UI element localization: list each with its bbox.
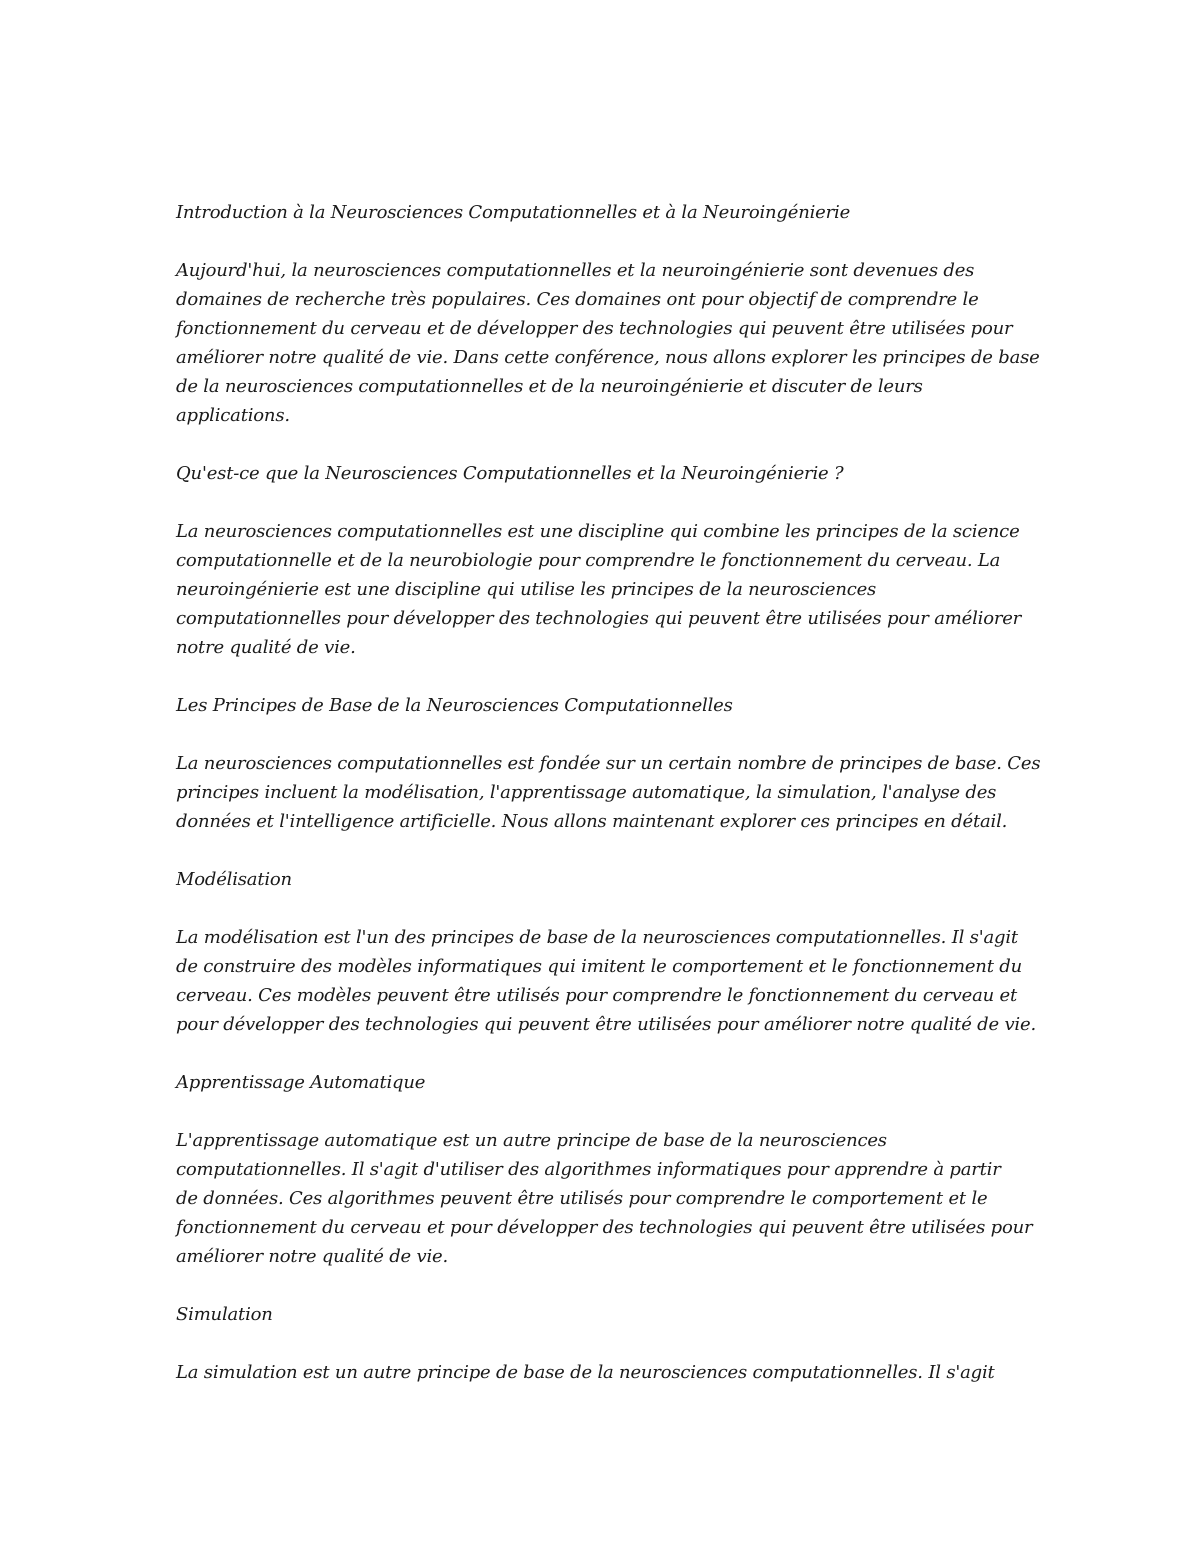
- body-paragraph: [176, 1126, 1036, 1271]
- paragraph-line: de données. Ces algorithmes peuvent être utilisés pour comprendre le comportement et le: [176, 1188, 988, 1209]
- paragraph-line: applications.: [176, 405, 290, 426]
- section-heading: [176, 198, 1036, 227]
- paragraph-line: Aujourd'hui, la neurosciences computationnelles et la neuroingénierie sont devenues des: [176, 260, 975, 281]
- paragraph-line: principes incluent la modélisation, l'apprentissage automatique, la simulation, l'analyse des: [176, 782, 997, 803]
- paragraph-line: domaines de recherche très populaires. Ces domaines ont pour objectif de comprendre le: [176, 289, 979, 310]
- paragraph-line: améliorer notre qualité de vie.: [176, 1246, 448, 1267]
- paragraph-line: La neurosciences computationnelles est une discipline qui combine les principes de la science: [176, 521, 1020, 542]
- paragraph-line: de construire des modèles informatiques qui imitent le comportement et le fonctionnement du: [176, 956, 1022, 977]
- section-heading: [176, 459, 1036, 488]
- paragraph-line: améliorer notre qualité de vie. Dans cette conférence, nous allons explorer les principes de base: [176, 347, 1040, 368]
- paragraph-line: computationnelle et de la neurobiologie pour comprendre le fonctionnement du cerveau. La: [176, 550, 1001, 571]
- paragraph-spacer: [176, 894, 1036, 923]
- paragraph-line: neuroingénierie est une discipline qui utilise les principes de la neurosciences: [176, 579, 877, 600]
- body-paragraph: [176, 749, 1041, 836]
- section-heading: [176, 1068, 1036, 1097]
- section-heading: [176, 865, 1036, 894]
- paragraph-line: pour développer des technologies qui peuvent être utilisées pour améliorer notre qualité de vie.: [176, 1014, 1036, 1035]
- body-paragraph: [176, 1358, 1036, 1387]
- paragraph-line: computationnelles. Il s'agit d'utiliser des algorithmes informatiques pour apprendre à partir: [176, 1159, 1001, 1180]
- body-paragraph: [176, 256, 1040, 430]
- heading-text: Les Principes de Base de la Neurosciences Computationnelles: [176, 695, 733, 716]
- section-heading: [176, 1300, 1036, 1329]
- paragraph-line: notre qualité de vie.: [176, 637, 356, 658]
- paragraph-spacer: [176, 1097, 1036, 1126]
- paragraph-line: computationnelles pour développer des technologies qui peuvent être utilisées pour améliorer: [176, 608, 1022, 629]
- body-paragraph: [176, 923, 1036, 1039]
- paragraph-line: fonctionnement du cerveau et de développer des technologies qui peuvent être utilisées pour: [176, 318, 1013, 339]
- paragraph-spacer: [176, 1271, 1036, 1300]
- paragraph-line: La simulation est un autre principe de base de la neurosciences computationnelles. Il s'agit: [176, 1362, 995, 1383]
- paragraph-spacer: [176, 1329, 1036, 1358]
- heading-text: Apprentissage Automatique: [176, 1072, 426, 1093]
- paragraph-line: de la neurosciences computationnelles et de la neuroingénierie et discuter de leurs: [176, 376, 923, 397]
- section-heading: [176, 691, 1036, 720]
- paragraph-spacer: [176, 662, 1036, 691]
- paragraph-line: La neurosciences computationnelles est fondée sur un certain nombre de principes de base. Ces: [176, 753, 1041, 774]
- paragraph-line: La modélisation est l'un des principes de base de la neurosciences computationnelles. Il s'agit: [176, 927, 1018, 948]
- paragraph-spacer: [176, 836, 1036, 865]
- paragraph-spacer: [176, 430, 1036, 459]
- paragraph-line: cerveau. Ces modèles peuvent être utilisés pour comprendre le fonctionnement du cerveau et: [176, 985, 1018, 1006]
- paragraph-spacer: [176, 720, 1036, 749]
- body-paragraph: [176, 517, 1036, 662]
- heading-text: Modélisation: [176, 869, 292, 890]
- paragraph-line: L'apprentissage automatique est un autre principe de base de la neurosciences: [176, 1130, 887, 1151]
- heading-text: Qu'est-ce que la Neurosciences Computationnelles et la Neuroingénierie ?: [176, 463, 844, 484]
- heading-text: Introduction à la Neurosciences Computationnelles et à la Neuroingénierie: [176, 202, 851, 223]
- paragraph-spacer: [176, 227, 1036, 256]
- document-body: [176, 198, 1041, 1387]
- paragraph-line: fonctionnement du cerveau et pour développer des technologies qui peuvent être utilisées pour: [176, 1217, 1033, 1238]
- paragraph-line: données et l'intelligence artificielle. Nous allons maintenant explorer ces principes en détail.: [176, 811, 1008, 832]
- heading-text: Simulation: [176, 1304, 273, 1325]
- paragraph-spacer: [176, 488, 1036, 517]
- paragraph-spacer: [176, 1039, 1036, 1068]
